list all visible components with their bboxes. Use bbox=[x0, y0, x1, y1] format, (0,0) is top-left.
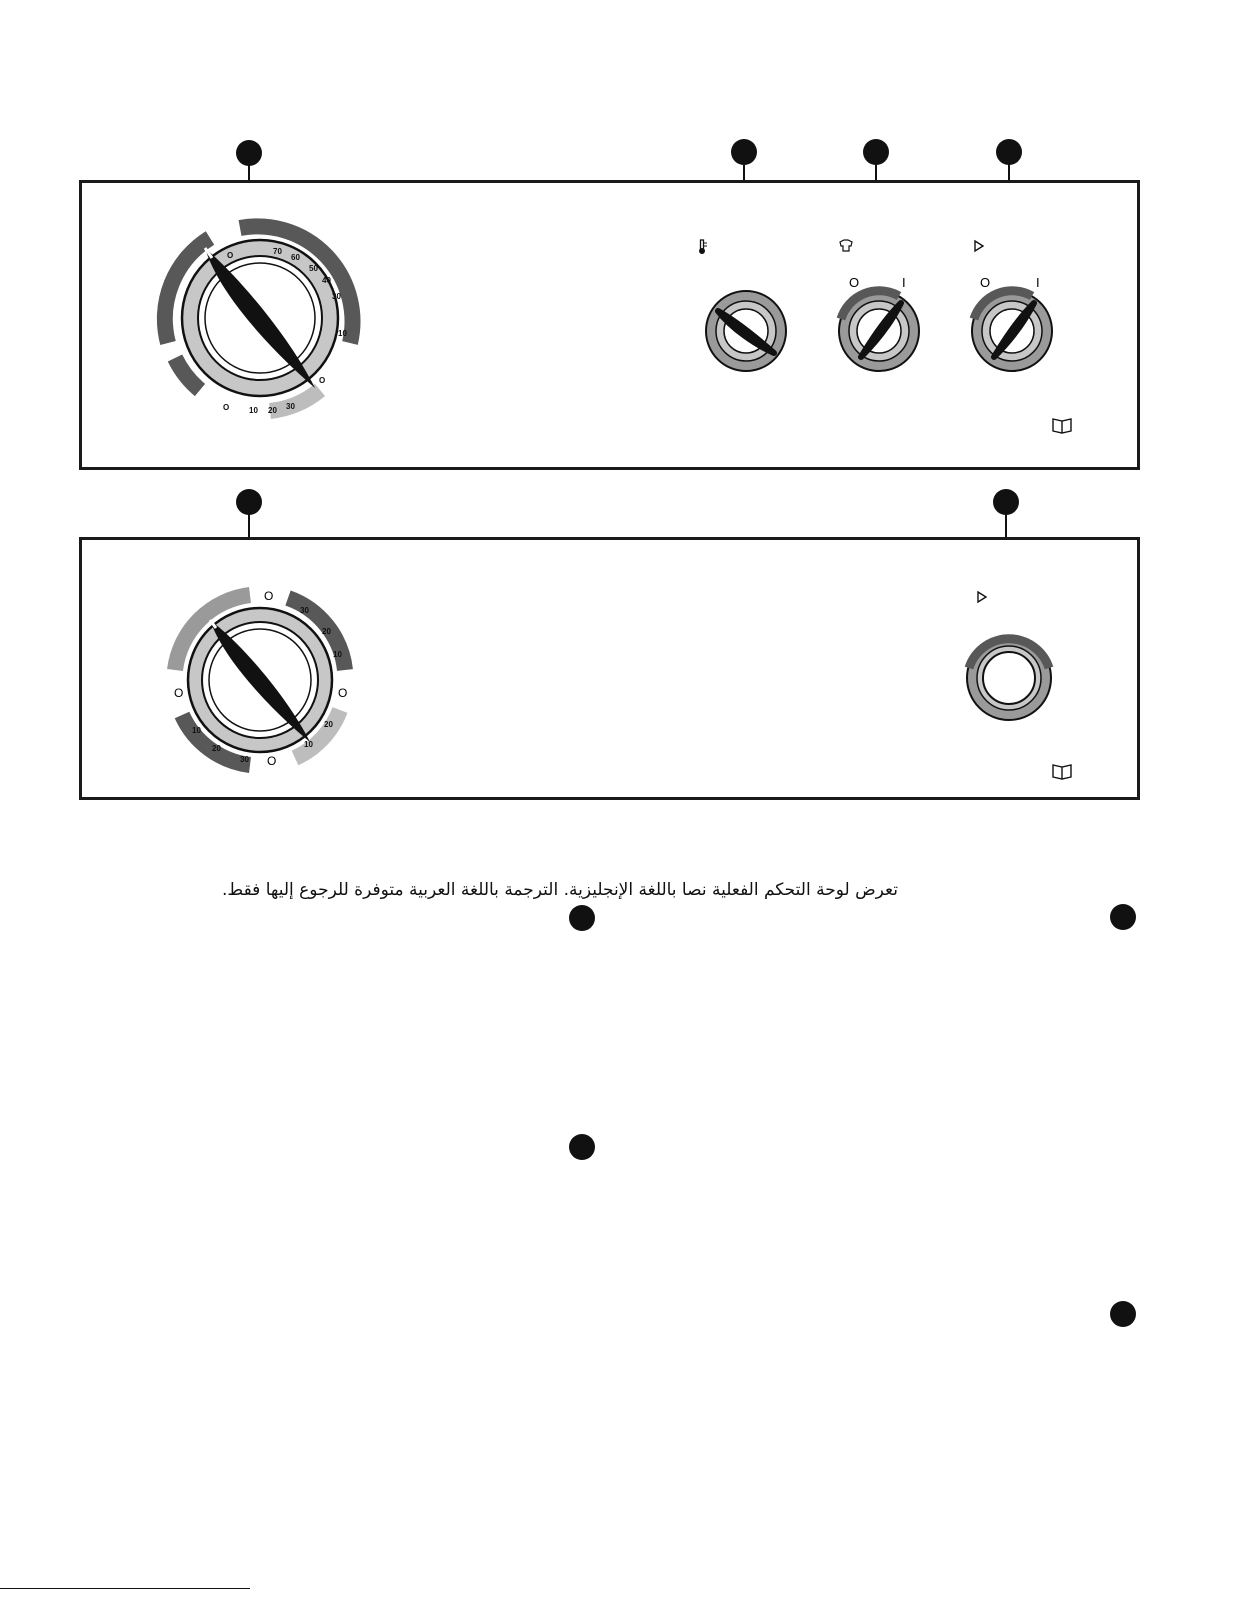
start-knob[interactable] bbox=[972, 291, 1052, 371]
off-mark: O bbox=[267, 754, 277, 768]
timer-scale-label: 20 bbox=[212, 744, 221, 753]
book-icon bbox=[1053, 419, 1071, 433]
translation-note: تعرض لوحة التحكم الفعلية نصا باللغة الإنجليزية. الترجمة باللغة العربية متوفرة للرجوع إليها فقط. bbox=[222, 880, 898, 900]
callout-marker bbox=[569, 1134, 595, 1160]
timer-scale-label: 20 bbox=[268, 406, 277, 415]
callout-marker bbox=[1110, 1301, 1136, 1327]
temperature-icon bbox=[699, 240, 707, 254]
off-mark: O bbox=[227, 251, 234, 260]
off-mark: O bbox=[223, 403, 230, 412]
off-mark: O bbox=[264, 589, 274, 603]
timer-scale-label: 70 bbox=[273, 247, 282, 256]
timer-scale-label: 10 bbox=[338, 329, 347, 338]
callout-marker bbox=[1110, 904, 1136, 930]
timer-scale-label: 20 bbox=[324, 720, 333, 729]
timer-scale-label: 10 bbox=[304, 740, 313, 749]
off-mark: O bbox=[338, 686, 348, 700]
option-on-label: I bbox=[902, 275, 906, 290]
timer-dial-bottom[interactable] bbox=[175, 595, 348, 765]
timer-scale-label: 60 bbox=[291, 253, 300, 262]
option-off-label: O bbox=[849, 275, 860, 290]
book-icon bbox=[1053, 765, 1071, 779]
callout-marker bbox=[569, 905, 595, 931]
timer-scale-label: 40 bbox=[322, 276, 331, 285]
clothes-icon bbox=[840, 240, 852, 251]
timer-scale-label: 20 bbox=[322, 627, 331, 636]
timer-scale-label: 50 bbox=[309, 264, 318, 273]
control-panel-bottom bbox=[79, 537, 1140, 800]
timer-scale-label: 10 bbox=[192, 726, 201, 735]
off-mark: O bbox=[174, 686, 184, 700]
start-off-label: O bbox=[980, 275, 991, 290]
timer-scale-label: 30 bbox=[300, 606, 309, 615]
footer-rule bbox=[0, 1588, 250, 1589]
option-knob[interactable] bbox=[839, 291, 919, 371]
start-button[interactable] bbox=[967, 636, 1051, 720]
control-panel-top bbox=[79, 180, 1140, 470]
temperature-knob[interactable] bbox=[706, 291, 786, 371]
timer-scale-label: 10 bbox=[333, 650, 342, 659]
start-on-label: I bbox=[1036, 275, 1040, 290]
timer-scale-label: 30 bbox=[332, 292, 341, 301]
off-mark: O bbox=[319, 376, 326, 385]
timer-scale-label: 30 bbox=[240, 755, 249, 764]
timer-scale-label: 30 bbox=[286, 402, 295, 411]
timer-scale-label: 10 bbox=[249, 406, 258, 415]
play-icon bbox=[975, 241, 983, 251]
play-icon bbox=[978, 592, 986, 602]
